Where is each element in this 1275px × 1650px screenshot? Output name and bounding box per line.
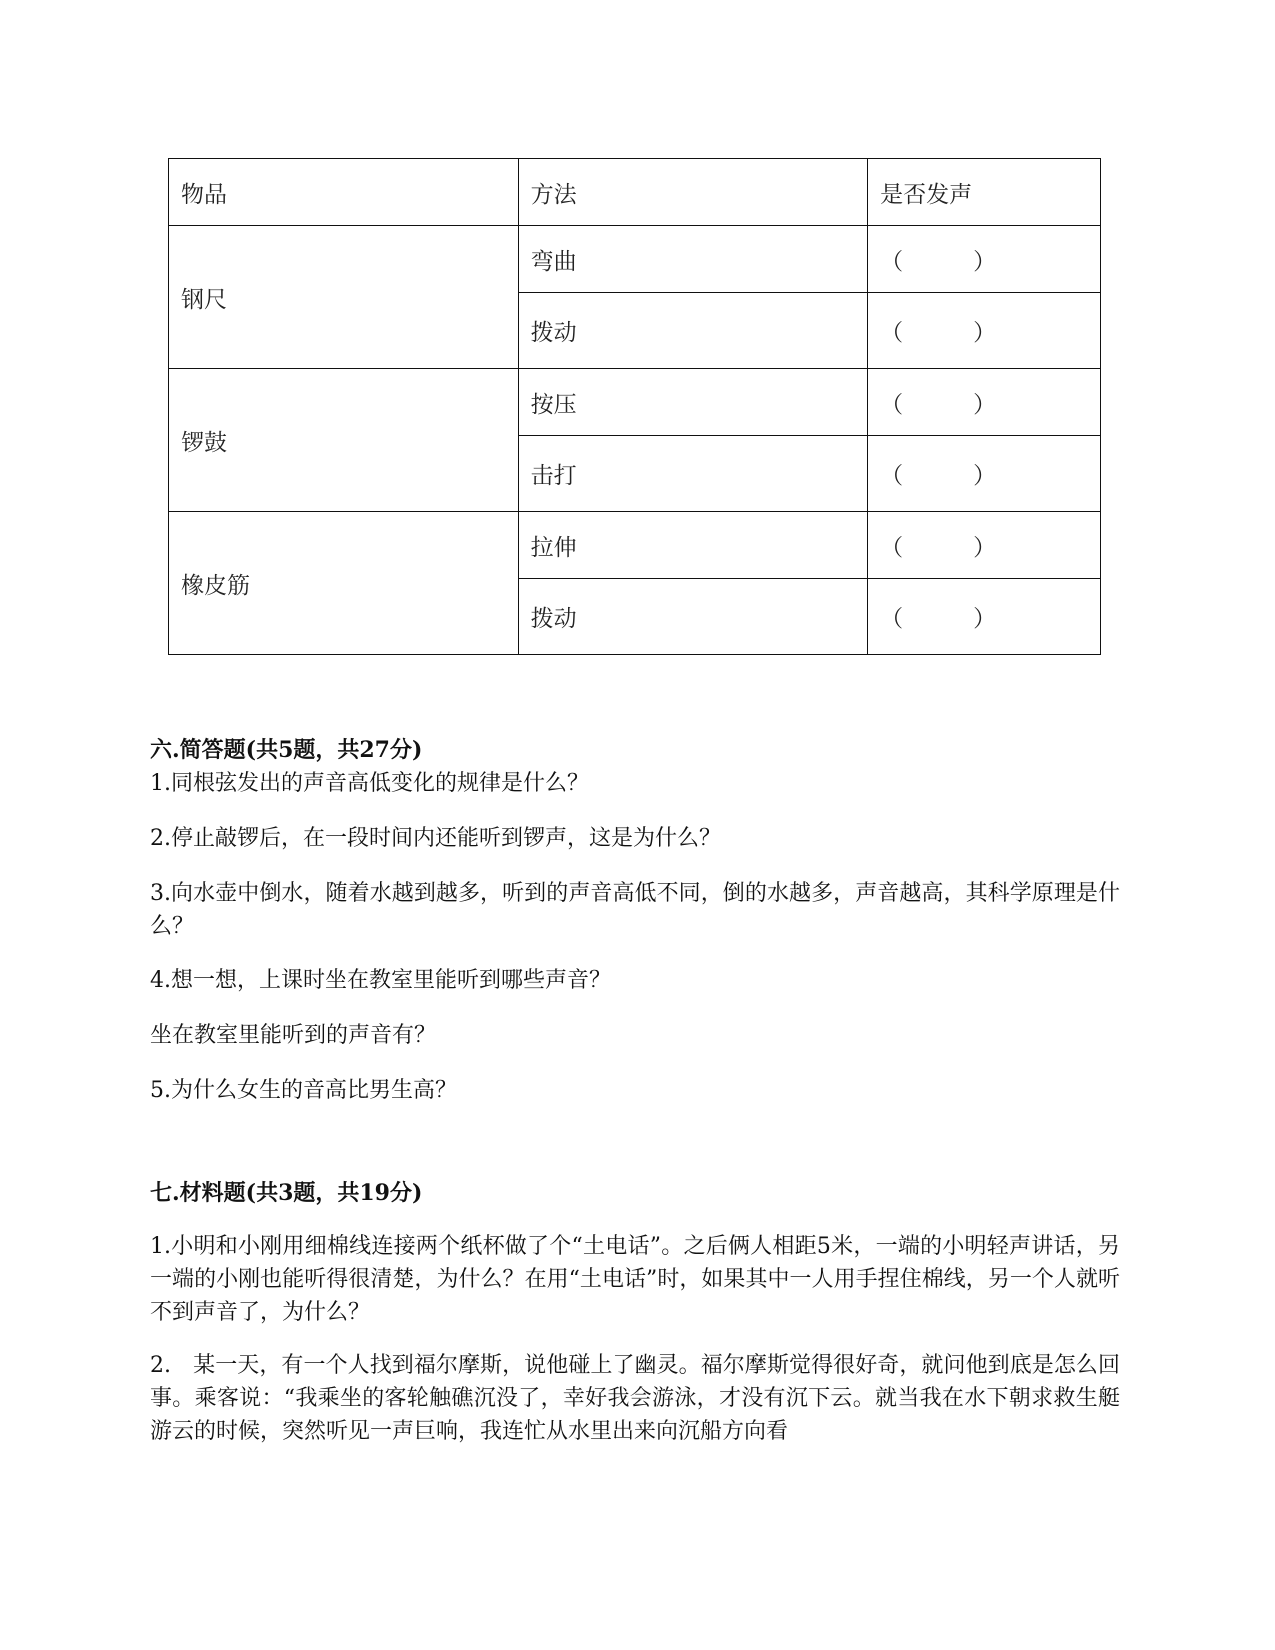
table-row	[169, 369, 1101, 436]
header-sound: 是否发声	[868, 159, 1101, 226]
paren-open: （	[880, 320, 904, 346]
paren-close: ）	[973, 248, 997, 275]
question-item: 3.向水壶中倒水，随着水越到越多，听到的声音高低不同，倒的水越多，声音越高，其科学原理是什么？	[150, 881, 1120, 939]
answer-blank	[868, 512, 1101, 579]
question-item: 1.小明和小刚用细棉线连接两个纸杯做了个“土电话”。之后俩人相距5米，一端的小明轻声讲话，另一端的小刚也能听得很清楚，为什么？在用“土电话”时，如果其中一人用手捏住棉线，另一个人就听不到声音了，为什么？	[150, 1234, 1120, 1325]
item-cell: 橡皮筋	[169, 512, 519, 655]
question-item: 2. 某一天，有一个人找到福尔摩斯，说他碰上了幽灵。福尔摩斯觉得很好奇，就问他到底是怎么回事。乘客说：“我乘坐的客轮触礁沉没了，幸好我会游泳，才没有沉下云。就当我在水下朝求救生艇游云的时候，突然听见一声巨响，我连忙从水里出来向沉船方向看	[150, 1353, 1120, 1444]
header-method: 方法	[518, 159, 868, 226]
paren-close: ）	[973, 534, 997, 561]
item-cell: 钢尺	[169, 226, 519, 369]
paren-open: （	[880, 534, 904, 561]
method-cell: 拉伸	[518, 512, 868, 579]
header-item: 物品	[169, 159, 519, 226]
item-cell: 锣鼓	[169, 369, 519, 512]
method-cell: 拨动	[518, 293, 868, 369]
method-cell: 弯曲	[518, 226, 868, 293]
section-title-short-answer: 六.简答题(共5题，共27分)	[150, 737, 423, 763]
method-cell: 按压	[518, 369, 868, 436]
section-title-material: 七.材料题(共3题，共19分)	[150, 1180, 423, 1206]
paren-close: ）	[973, 320, 997, 346]
paren-open: （	[880, 391, 904, 418]
method-cell: 击打	[518, 436, 868, 512]
table-row	[169, 512, 1101, 579]
paren-close: ）	[973, 391, 997, 418]
answer-blank	[868, 293, 1101, 369]
paren-open: （	[880, 606, 904, 632]
question-item: 坐在教室里能听到的声音有？	[150, 1023, 437, 1048]
paren-open: （	[880, 248, 904, 275]
table-header-row	[169, 159, 1101, 226]
answer-blank	[868, 436, 1101, 512]
paren-close: ）	[973, 606, 997, 632]
paren-open: （	[880, 463, 904, 489]
answer-blank	[868, 579, 1101, 655]
answer-blank	[868, 226, 1101, 293]
question-item: 5.为什么女生的音高比男生高？	[150, 1078, 457, 1103]
answer-blank	[868, 369, 1101, 436]
paren-close: ）	[973, 463, 997, 489]
method-cell: 拨动	[518, 579, 868, 655]
sound-experiment-table	[168, 158, 1101, 655]
table-row	[169, 226, 1101, 293]
question-item: 4.想一想，上课时坐在教室里能听到哪些声音？	[150, 968, 611, 993]
question-item: 1.同根弦发出的声音高低变化的规律是什么？	[150, 771, 589, 796]
question-item: 2.停止敲锣后，在一段时间内还能听到锣声，这是为什么？	[150, 826, 721, 851]
